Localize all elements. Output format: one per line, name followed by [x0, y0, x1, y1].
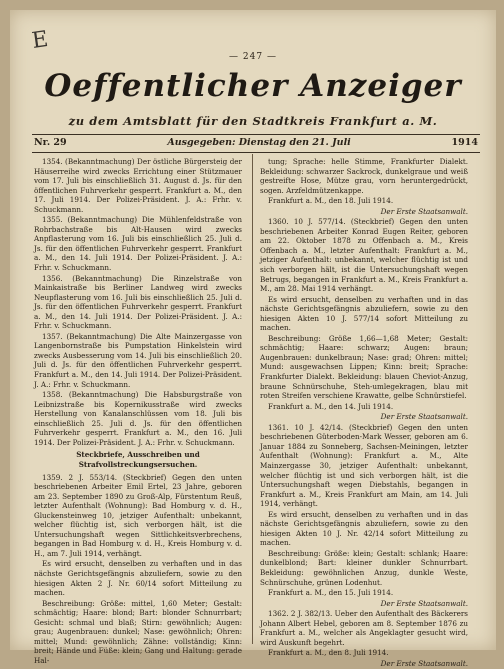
- notice-1359: 1359. 2 J. 553/14. (Steckbrief) Gegen den unten beschriebenen Arbeiter Emil Ertel, 23 Jahre, geboren am 23. September 1890 zu Groß-Alp, Fürstentum Reuß, letzter Aufenthalt (Wohnung): Bad Homburg v. d. H., Gluckensteinweg 10, jetziger Aufenthalt: unbekannt, welcher flüchtig ist, sich verborgen hält, ist die Untersuchungshaft wegen Sittlichkeitsverbrechens, begangen in Bad Homburg v. d. H., Kreis Homburg v. d. H., am 7. Juli 1914, verhängt.: [34, 472, 242, 558]
- dateline: Frankfurt a. M., den 8. Juli 1914.: [268, 648, 389, 658]
- notice-1359-description: Beschreibung: Größe: mittel, 1,60 Meter; Gestalt: schmächtig; Haare: blond; Bart: blonder Schnurrbart; Gesicht: schmal und blaß; Stirn: gewöhnlich; Augen: grau; Augenbrauen: dunkel; Nase: gewöhnlich; Ohren: mittel; Mund: gewöhnlich; Zähne: vollständig; Kinn: breit; Hände und Füße: klein; Gang und Haltung: gerade Hal-: [34, 598, 242, 665]
- notice-1360-request: Es wird ersucht, denselben zu verhaften und in das nächste Gerichtsgefängnis abzuliefern, sowie zu den hiesigen Akten 10 J. 577/14 sofort Mitteilung zu machen.: [260, 294, 468, 333]
- column-divider: [252, 154, 253, 644]
- newspaper-page: [10, 10, 496, 668]
- left-column: [34, 157, 242, 666]
- masthead-rule-top: [32, 134, 480, 135]
- notice-1358: 1358. (Bekanntmachung) Die Habsburgstraße von Leibnizstraße bis Kopernikusstraße wird zwecks Herstellung von Kanalanschlüssen vom 18. Juli bis einschließlich 25. Juli d. Js. für den öffentlichen Fuhrverkehr gesperrt. Frankfurt a. M., den 16. Juli 1914. Der Polizei-Präsident. J. A.: Frhr. v. Schuckmann.: [34, 390, 242, 447]
- notice-1354: 1354. (Bekanntmachung) Der östliche Bürgersteig der Häuserreihe wird zwecks Errichtung einer Stützmauer vom 17. Juli bis einschließlich 31. August d. Js. für den öffentlichen Fuhrverkehr gesperrt. Frankfurt a. M., den 17. Juli 1914. Der Polizei-Präsident. J. A.: Frhr. v. Schuckmann.: [34, 157, 242, 214]
- dateline: Frankfurt a. M., den 15. Juli 1914.: [268, 588, 394, 598]
- handwritten-margin-mark: E: [30, 27, 50, 54]
- notice-1361: 1361. 10 J. 42/14. (Steckbrief) Gegen den unten beschriebenen Güterboden-Mark Wesser, geboren am 6. Januar 1884 zu Sonneberg, Sachsen-Meiningen, letzter Aufenthalt (Wohnung): Frankfurt a. M., Alte Mainzergasse 30, jetziger Aufenthalt: unbekannt, welcher flüchtig ist und sich verborgen hält, ist die Untersuchungshaft wegen Diebstahls, begangen in Frankfurt a. M., Kreis Frankfurt am Main, am 14. Juli 1914, verhängt.: [260, 422, 468, 509]
- notice-1360: 1360. 10 J. 577/14. (Steckbrief) Gegen den unten beschriebenen Arbeiter Konrad Eugen Reiter, geboren am 22. Oktober 1878 zu Offenbach a. M., Kreis Offenbach a. M., letzter Aufenthalt: Frankfurt a. M., jetziger Aufenthalt: unbekannt, welcher flüchtig ist und sich verborgen hält, ist die Untersuchungshaft wegen Betrugs, begangen in Frankfurt a. M., Kreis Frankfurt a. M., am 28. Mai 1914 verhängt.: [260, 217, 468, 294]
- notice-1356: 1356. (Bekanntmachung) Die Rinzelstraße von Mainkaistraße bis Berliner Landweg wird zwecks Neupflasterung vom 16. Juli bis einschließlich 25. Juli d. Js. für den öffentlichen Fuhrverkehr gesperrt. Frankfurt a. M., den 14. Juli 1914. Der Polizei-Präsident. J. A.: Frhr. v. Schuckmann.: [34, 273, 242, 331]
- notice-1361-description: Beschreibung: Größe: klein; Gestalt: schlank; Haare: dunkelblond; Bart: kleiner dunkler Schnurrbart. Bekleidung: gewöhnlichen Anzug, dunkle Weste, Schnürschuhe, grünen Lodenhut.: [260, 548, 468, 587]
- notice-1362: 1362. 2 J. 382/13. Ueber den Aufenthalt des Bäckerers Johann Albert Hebel, geboren am 8. September 1876 zu Frankfurt a. M., welcher als Angeklagter gesucht wird, wird Auskunft begehrt.: [260, 609, 468, 647]
- signature: Der Erste Staatsanwalt.: [380, 412, 468, 422]
- page-number: — 247 —: [229, 52, 277, 62]
- masthead-rule-bottom: [32, 152, 480, 153]
- notice-1357: 1357. (Bekanntmachung) Die Alte Mainzergasse von Langenbornstraße bis Pumpstation Hinkelstein wird zwecks Ausbesserung vom 14. Juli bis einschließlich 20. Juli d. Js. für den öffentlichen Fuhrverkehr gesperrt. Frankfurt a. M., den 14. Juli 1914. Der Polizei-Präsident. J. A.: Frhr. v. Schuckmann.: [34, 331, 242, 389]
- notice-1359-cont: tung; Sprache: helle Stimme, Frankfurter Dialekt. Bekleidung: schwarzer Sackrock, dunkelgraue und weiß gestreifte Hose, Mütze grau, vorn heruntergedrückt, sogen. Arzfeldmützenkappe.: [260, 157, 468, 195]
- masthead-title: Oeffentlicher Anzeiger: [44, 68, 462, 104]
- issue-date: Ausgegeben: Dienstag den 21. Juli: [167, 137, 351, 148]
- notice-1360-description: Beschreibung: Größe 1,66—1,68 Meter; Gestalt: schmächtig; Haare: schwarz; Augen: braun; Augenbrauen: dunkelbraun; Nase: grad; Ohren: mittel; Mund: ausgewachsen Lippen; Kinn: breit; Sprache: Frankfurter Dialekt. Bekleidung: blauen Cheviot-Anzug, braune Schnürschuhe, Steh-umlegekragen, blau mit roten Streifen verschiene Krawatte, gelbe Schnürstiefel.: [260, 333, 468, 401]
- issue-year: 1914: [451, 137, 478, 148]
- signature: Der Erste Staatsanwalt.: [380, 206, 468, 216]
- notice-1355: 1355. (Bekanntmachung) Die Mühlenfeldstraße von Rohrbachstraße bis Alt-Hausen wird zwecks Anpflasterung vom 16. Juli bis einschließlich 25. Juli d. Js. für den öffentlichen Fuhrverkehr gesperrt. Frankfurt a. M., den 14. Juli 1914. Der Polizei-Präsident. J. A.: Frhr. v. Schuckmann.: [34, 215, 242, 273]
- notice-1361-request: Es wird ersucht, denselben zu verhaften und in das nächste Gerichtsgefängnis abzuliefern, sowie zu den hiesigen Akten 10 J. Nr. 42/14 sofort Mitteilung zu machen.: [260, 509, 468, 548]
- dateline: Frankfurt a. M., den 14. Juli 1914.: [268, 401, 394, 411]
- issue-info-row: [34, 137, 478, 148]
- issue-number: Nr. 29: [34, 137, 67, 148]
- masthead-subtitle: zu dem Amtsblatt für den Stadtkreis Frankfurt a. M.: [68, 114, 438, 128]
- section-heading: Steckbriefe, Ausschreiben und Strafvollstreckungsersuchen.: [76, 450, 200, 469]
- dateline: Frankfurt a. M., den 18. Juli 1914.: [268, 196, 394, 206]
- signature: Der Erste Staatsanwalt.: [380, 598, 468, 608]
- signature: Der Erste Staatsanwalt.: [380, 658, 468, 668]
- notice-1359-request: Es wird ersucht, denselben zu verhaften und in das nächste Gerichtsgefängnis abzuliefern, sowie zu den hiesigen Akten 2 J. Nr. 60/14 sofort Mitteilung zu machen.: [34, 559, 242, 598]
- right-column: [260, 157, 468, 669]
